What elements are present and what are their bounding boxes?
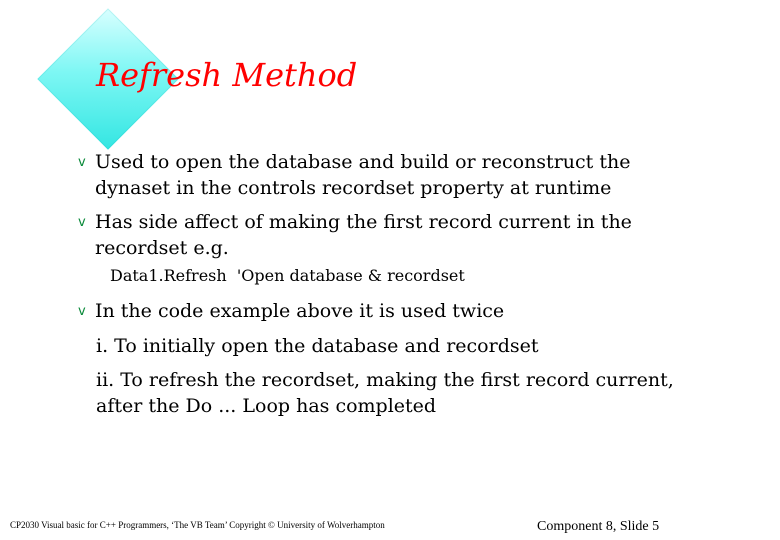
bullet-text-3: In the code example above it is used twice [95,300,505,322]
bullet-text-1: Used to open the database and build or reconstruct the dynaset in the controls recordset property at runtime [95,151,631,199]
footer-slide-number: Component 8, Slide 5 [537,519,660,534]
sub-point-1: i. To initially open the database and recordset [96,335,539,357]
footer-copyright: CP2030 Visual basic for C++ Programmers, ‘The VB Team’ Copyright © University of Wolverhampton [10,520,385,530]
bullet-icon: v [78,155,86,170]
bullet-item-3 [78,298,698,325]
slide-title: Refresh Method [96,56,358,94]
bullet-text-2: Has side affect of making the first record current in the recordset e.g. [95,211,632,259]
bullet-item-2 [78,209,698,261]
code-example: Data1.Refresh 'Open database & recordset [110,266,465,285]
sub-point-2: ii. To refresh the recordset, making the first record current, after the Do ... Loop has completed [96,369,674,417]
bullet-icon: v [78,215,86,230]
bullet-icon: v [78,304,86,319]
bullet-item-1 [78,149,698,201]
